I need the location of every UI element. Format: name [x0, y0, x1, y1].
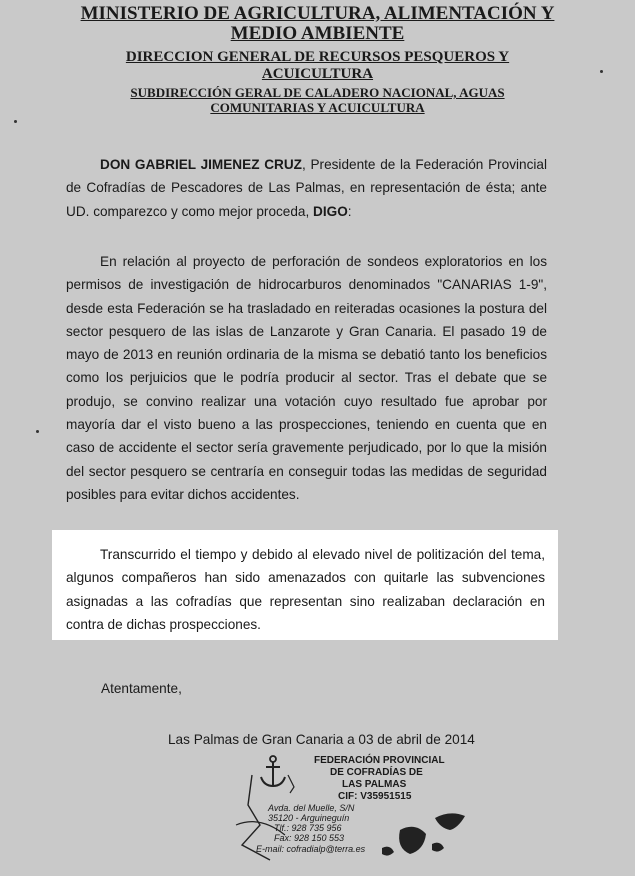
intro-digo: DIGO — [313, 203, 348, 219]
header-direction-line1: DIRECCION GENERAL DE RECURSOS PESQUEROS Y — [125, 49, 510, 65]
stamp-line-1: FEDERACIÓN PROVINCIAL — [314, 755, 445, 766]
scan-speck — [14, 120, 17, 123]
place-date: Las Palmas de Gran Canaria a 03 de abril de 2014 — [168, 732, 475, 747]
scan-speck — [600, 70, 603, 73]
stamp-fax: Fax: 928 150 553 — [274, 833, 345, 843]
stamp-phone: Tlf.: 928 735 956 — [274, 823, 342, 833]
stamp-line-2: DE COFRADÍAS DE — [330, 767, 423, 778]
federation-stamp — [230, 755, 470, 870]
stamp-address-2: 35120 - Arguineguín — [268, 813, 350, 823]
highlighted-paragraph-text: Transcurrido el tiempo y debido al elevado nivel de politización del tema, algunos compañeros han sido amenazados con quitarle las subvenciones asignadas a las cofradías que representan sino realizaban declaración en contra de dichas prospecciones. — [66, 547, 545, 632]
header-ministry-line1: MINISTERIO DE AGRICULTURA, ALIMENTACIÓN Y — [80, 3, 555, 24]
intro-text-1: , Presidente de la Federación Provincial — [301, 157, 547, 172]
header-ministry-line2: MEDIO AMBIENTE — [230, 23, 405, 44]
body-paragraph — [66, 250, 547, 506]
stamp-line-4: CIF: V35951515 — [338, 791, 412, 802]
closing-text: Atentamente, — [101, 681, 182, 696]
header-subdirection-line1: SUBDIRECCIÓN GERAL DE CALADERO NACIONAL, AGUAS — [130, 85, 505, 100]
highlighted-paragraph — [66, 543, 545, 636]
scan-speck — [36, 430, 39, 433]
intro-text-3: UD. comparezco y como mejor proceda, — [66, 203, 314, 219]
intro-paragraph — [66, 153, 547, 223]
header-subdirection-line2: COMUNITARIAS Y ACUICULTURA — [210, 100, 425, 115]
stamp-line-3: LAS PALMAS — [342, 779, 407, 790]
signer-name: DON GABRIEL JIMENEZ CRUZ — [100, 157, 302, 172]
intro-colon: : — [347, 203, 352, 219]
islands-map-icon — [380, 810, 470, 870]
stamp-address-1: Avda. del Muelle, S/N — [268, 803, 355, 813]
intro-text-2: de Cofradías de Pescadores de Las Palmas, en representación de ésta; ante — [66, 180, 547, 196]
body-paragraph-text: En relación al proyecto de perforación de sondeos exploratorios en los permisos de investigación de hidrocarburos denominados "CANARIAS 1-9", desde esta Federación se ha trasladado en reiteradas ocasiones la postura del sector pesquero de las islas de Lanzarote y Gran Canaria. El pasado 19 de mayo de 2013 en reunión ordinaria de la misma se debatió tanto los beneficios como los perjuicios que le podría producir al sector. Tras el debate que se produjo, se convino realizar una votación cuyo resultado fue aprobar por mayoría dar el visto bueno a las prospecciones, teniendo en cuenta que en caso de accidente el sector sería gravemente perjudicado, por lo que la misión del sector pesquero se centraría en conseguir todas las medidas de seguridad posibles para evitar dichos accidentes. — [66, 254, 547, 502]
stamp-email: E-mail: cofradialp@terra.es — [256, 844, 366, 854]
header-direction-line2: ACUICULTURA — [261, 66, 374, 82]
